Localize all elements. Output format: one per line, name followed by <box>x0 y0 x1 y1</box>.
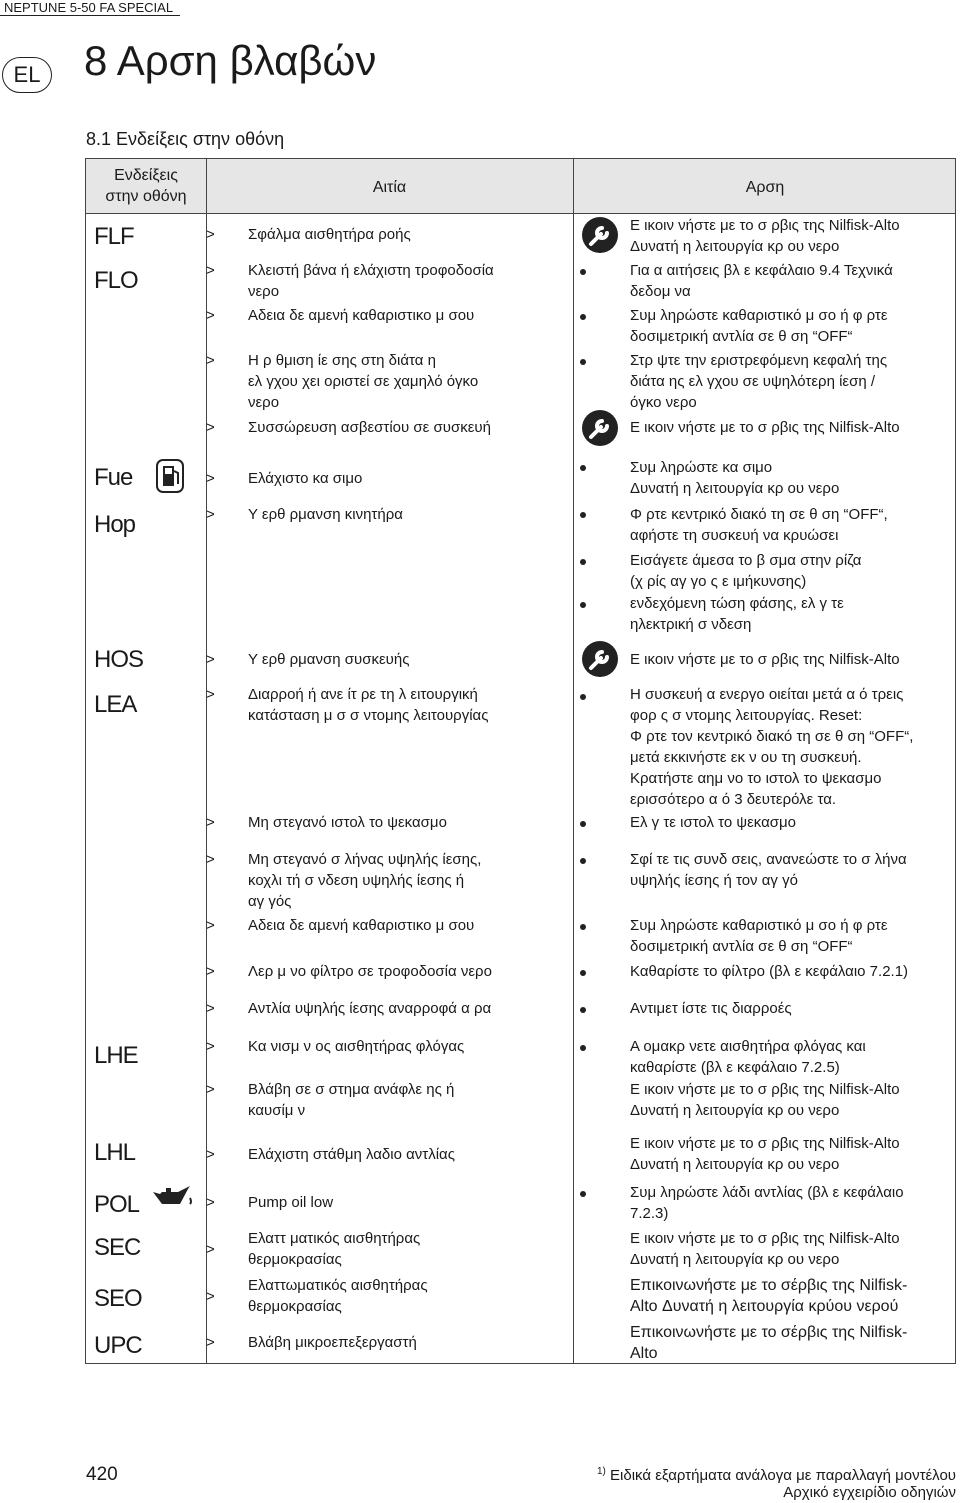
model-name: NEPTUNE 5-50 FA SPECIAL <box>4 0 174 15</box>
page-number: 420 <box>86 1464 118 1485</box>
code-lhe: LHE <box>94 1042 138 1069</box>
cause-item <box>206 1228 556 1270</box>
code-seo: SEO <box>94 1285 142 1312</box>
cause-marker: > <box>206 419 215 436</box>
remedy-text: Ε ικοιν νήστε με το σ ρβις της Nilfisk-Alto Δυνατή η λειτουργία κρ ου νερο <box>630 1135 900 1173</box>
column-divider <box>573 159 574 1363</box>
cause-marker: > <box>206 651 215 668</box>
cause-text: Λερ μ νο φίλτρο σε τροφοδοσία νερο <box>248 963 492 980</box>
remedy-text: Εισάγετε άμεσα το β σμα στην ρίζα (χ ρίς αγ γο ς ε ιμήκυνσης) <box>630 552 862 590</box>
cause-marker: > <box>206 963 215 980</box>
remedy-text: Συμ ληρώστε λάδι αντλίας (βλ ε κεφάλαιο 7.2.3) <box>630 1184 904 1222</box>
cause-text: Αντλία υψηλής ίεσης αναρροφά α ρα <box>248 1000 492 1017</box>
cause-marker: > <box>206 1038 215 1055</box>
cause-text: Βλάβη σε σ στημα ανάφλε ης ή καυσίμ ν <box>248 1081 455 1119</box>
cause-text: Η ρ θμιση ίε σης στη διάτα η ελ γχου χει οριστεί σε χαμηλό όγκο νερο <box>248 352 479 411</box>
cause-marker: > <box>206 226 215 243</box>
cause-text: Pump oil low <box>248 1194 334 1211</box>
oil-can-icon <box>150 1182 194 1212</box>
cause-text: Αδεια δε αμενή καθαριστικο μ σου <box>248 307 475 324</box>
code-flf: FLF <box>94 223 134 250</box>
cause-marker: > <box>206 506 215 523</box>
cause-marker: > <box>206 1000 215 1017</box>
bullet <box>580 1045 586 1051</box>
cause-text: Σφάλμα αισθητήρα ροής <box>248 226 411 243</box>
code-lea: LEA <box>94 691 137 718</box>
page-title: 8 Αρση βλαβών <box>84 37 377 84</box>
bullet <box>580 465 586 471</box>
remedy-text: Συμ ληρώστε κα σιμο Δυνατή η λειτουργία κρ ου νερο <box>630 459 840 497</box>
fuel-pump-icon <box>156 459 184 493</box>
cause-marker: > <box>206 917 215 934</box>
remedy-text: Ε ικοιν νήστε με το σ ρβις της Nilfisk-Alto Δυνατή η λειτουργία κρ ου νερο <box>630 1230 900 1268</box>
cause-item <box>206 915 556 936</box>
cause-marker: > <box>206 470 215 487</box>
header-cause: Αιτία <box>372 179 407 196</box>
cause-marker: > <box>206 851 215 868</box>
cause-text: Υ ερθ ρμανση κινητήρα <box>248 506 403 523</box>
cause-text: Αδεια δε αμενή καθαριστικο μ σου <box>248 917 475 934</box>
cause-item <box>206 849 556 912</box>
remedy-text: Συμ ληρώστε καθαριστικό μ σο ή φ ρτε δοσιμετρική αντλία σε θ ση “OFF“ <box>630 307 888 345</box>
bullet <box>580 821 586 827</box>
cause-item <box>206 812 556 833</box>
cause-marker: > <box>206 307 215 324</box>
remedy-text: Ε ικοιν νήστε με το σ ρβις της Nilfisk-Alto Δυνατή η λειτουργία κρ ου νερο <box>630 1081 900 1119</box>
cause-item <box>206 684 556 726</box>
remedy-text: Φ ρτε κεντρικό διακό τη σε θ ση “OFF“, αφήστε τη συσκευή να κρυώσει <box>630 506 888 544</box>
cause-item <box>206 1036 556 1057</box>
cause-item <box>206 350 556 413</box>
bullet <box>580 858 586 864</box>
remedy-text: Συμ ληρώστε καθαριστικό μ σο ή φ ρτε δοσιμετρική αντλία σε θ ση “OFF“ <box>630 917 888 955</box>
cause-item <box>206 224 556 245</box>
cause-marker: > <box>206 262 215 279</box>
remedy-text: Για α αιτήσεις βλ ε κεφάλαιο 9.4 Τεχνικά δεδομ να <box>630 262 893 300</box>
cause-marker: > <box>206 1081 215 1098</box>
bullet <box>580 269 586 275</box>
cause-item <box>206 1144 556 1165</box>
cause-text: Ελαττωματικός αισθητήρας θερμοκρασίας <box>248 1277 428 1315</box>
cause-text: Μη στεγανό ιστολ το ψεκασμο <box>248 814 447 831</box>
remedy-text: Καθαρίστε το φίλτρο (βλ ε κεφάλαιο 7.2.1) <box>630 963 909 980</box>
service-wrench-icon <box>580 639 620 679</box>
cause-text: Μη στεγανό σ λήνας υψηλής ίεσης, κοχλι τή σ νδεση υψηλής ίεσης ή αγ γός <box>248 851 482 910</box>
header-rule <box>86 213 955 214</box>
document-name: Αρχικό εγχειρίδιο οδηγιών <box>783 1484 956 1501</box>
cause-text: Ελάχιστο κα σιμο <box>248 470 363 487</box>
service-wrench-icon <box>580 215 620 255</box>
cause-marker: > <box>206 1241 215 1258</box>
cause-item <box>206 504 556 525</box>
remedy-text: Επικοινωνήστε με το σέρβις της Nilfisk- Alto Δυνατή η λειτουργία κρύου νερού <box>630 1277 908 1315</box>
footnote-text: Ειδικά εξαρτήματα ανάλογα με παραλλαγή μοντέλου <box>610 1467 956 1484</box>
cause-text: Κα νισμ ν ος αισθητήρας φλόγας <box>248 1038 465 1055</box>
column-divider <box>206 159 207 1363</box>
remedy-text: Επικοινωνήστε με το σέρβις της Nilfisk- Alto <box>630 1324 908 1362</box>
header-rule <box>0 15 180 16</box>
cause-item <box>206 417 556 438</box>
cause-item <box>206 1332 556 1353</box>
code-lhl: LHL <box>94 1139 136 1166</box>
cause-marker: > <box>206 1334 215 1351</box>
code-flo: FLO <box>94 267 138 294</box>
header-remedy: Αρση <box>745 179 785 196</box>
remedy-text: Ε ικοιν νήστε με το σ ρβις της Nilfisk-Alto <box>630 651 900 668</box>
header-indications: Ενδείξεις στην οθόνη <box>105 167 187 205</box>
error-table <box>85 158 956 1364</box>
remedy-text: Α ομακρ νετε αισθητήρα φλόγας και καθαρίστε (βλ ε κεφάλαιο 7.2.5) <box>630 1038 866 1076</box>
cause-text: Βλάβη μικροεπεξεργαστή <box>248 1334 417 1351</box>
bullet <box>580 694 586 700</box>
code-hos: HOS <box>94 646 144 673</box>
remedy-text: Ε ικοιν νήστε με το σ ρβις της Nilfisk-Alto Δυνατή η λειτουργία κρ ου νερο <box>630 217 900 255</box>
language-badge: EL <box>2 57 52 93</box>
bullet <box>580 559 586 565</box>
bullet <box>580 359 586 365</box>
service-wrench-icon <box>580 408 620 448</box>
remedy-text: Ελ γ τε ιστολ το ψεκασμο <box>630 814 796 831</box>
code-pol: POL <box>94 1191 140 1218</box>
bullet <box>580 602 586 608</box>
cause-text: Ελάχιστη στάθμη λαδιο αντλίας <box>248 1146 455 1163</box>
cause-text: Συσσώρευση ασβεστίου σε συσκευή <box>248 419 491 436</box>
cause-item <box>206 998 556 1019</box>
section-title: 8.1 Ενδείξεις στην οθόνη <box>86 129 285 149</box>
cause-marker: > <box>206 686 215 703</box>
bullet <box>580 314 586 320</box>
remedy-text: Ε ικοιν νήστε με το σ ρβις της Nilfisk-Alto <box>630 419 900 436</box>
code-upc: UPC <box>94 1332 142 1359</box>
code-fue: Fue <box>94 464 133 491</box>
bullet <box>580 512 586 518</box>
bullet <box>580 970 586 976</box>
remedy-text: Στρ ψτε την εριστρεφόμενη κεφαλή της διάτα ης ελ γχου σε υψηλότερη ίεση / όγκο νερο <box>630 352 888 411</box>
bullet <box>580 1191 586 1197</box>
footnote <box>597 1466 956 1484</box>
bullet <box>580 1007 586 1013</box>
cause-item <box>206 305 556 326</box>
cause-item <box>206 961 556 982</box>
footnote-marker: 1) <box>596 1466 606 1477</box>
cause-marker: > <box>206 814 215 831</box>
code-sec: SEC <box>94 1234 141 1261</box>
cause-item <box>206 649 556 670</box>
remedy-text: ενδεχόμενη τώση φάσης, ελ γ τε ηλεκτρική σ νδεση <box>630 595 844 633</box>
cause-text: Κλειστή βάνα ή ελάχιστη τροφοδοσία νερο <box>248 262 494 300</box>
cause-marker: > <box>206 352 215 369</box>
remedy-text: Η συσκευή α ενεργο οιείται μετά α ό τρεις φορ ς σ ντομης λειτουργίας. Reset: Φ ρτε τον κεντρικό διακό τη σε θ ση “OFF“, μετά εκκινήστε εκ ν ου τη συσκευή. Κρατήστε αημ νο το ιστολ το ψεκασμο ερισσότερο α ό 3 δευτερόλε τα. <box>630 686 914 808</box>
remedy-text: Αντιμετ ίστε τις διαρροές <box>630 1000 792 1017</box>
cause-item <box>206 1192 556 1213</box>
cause-text: Υ ερθ ρμανση συσκευής <box>248 651 410 668</box>
bullet <box>580 924 586 930</box>
cause-marker: > <box>206 1146 215 1163</box>
code-hop: Hop <box>94 511 136 538</box>
remedy-text: Σφί τε τις συνδ σεις, ανανεώστε το σ λήνα υψηλής ίεσης ή τον αγ γό <box>630 851 907 889</box>
cause-text: Διαρροή ή ανε ίτ ρε τη λ ειτουργική κατάσταση μ σ σ ντομης λειτουργίας <box>248 686 489 724</box>
cause-text: Ελαττ ματικός αισθητήρας θερμοκρασίας <box>248 1230 421 1268</box>
cause-item <box>206 260 556 302</box>
cause-item <box>206 1275 556 1317</box>
cause-marker: > <box>206 1288 215 1305</box>
cause-item <box>206 1079 556 1121</box>
cause-item <box>206 468 556 489</box>
cause-marker: > <box>206 1194 215 1211</box>
